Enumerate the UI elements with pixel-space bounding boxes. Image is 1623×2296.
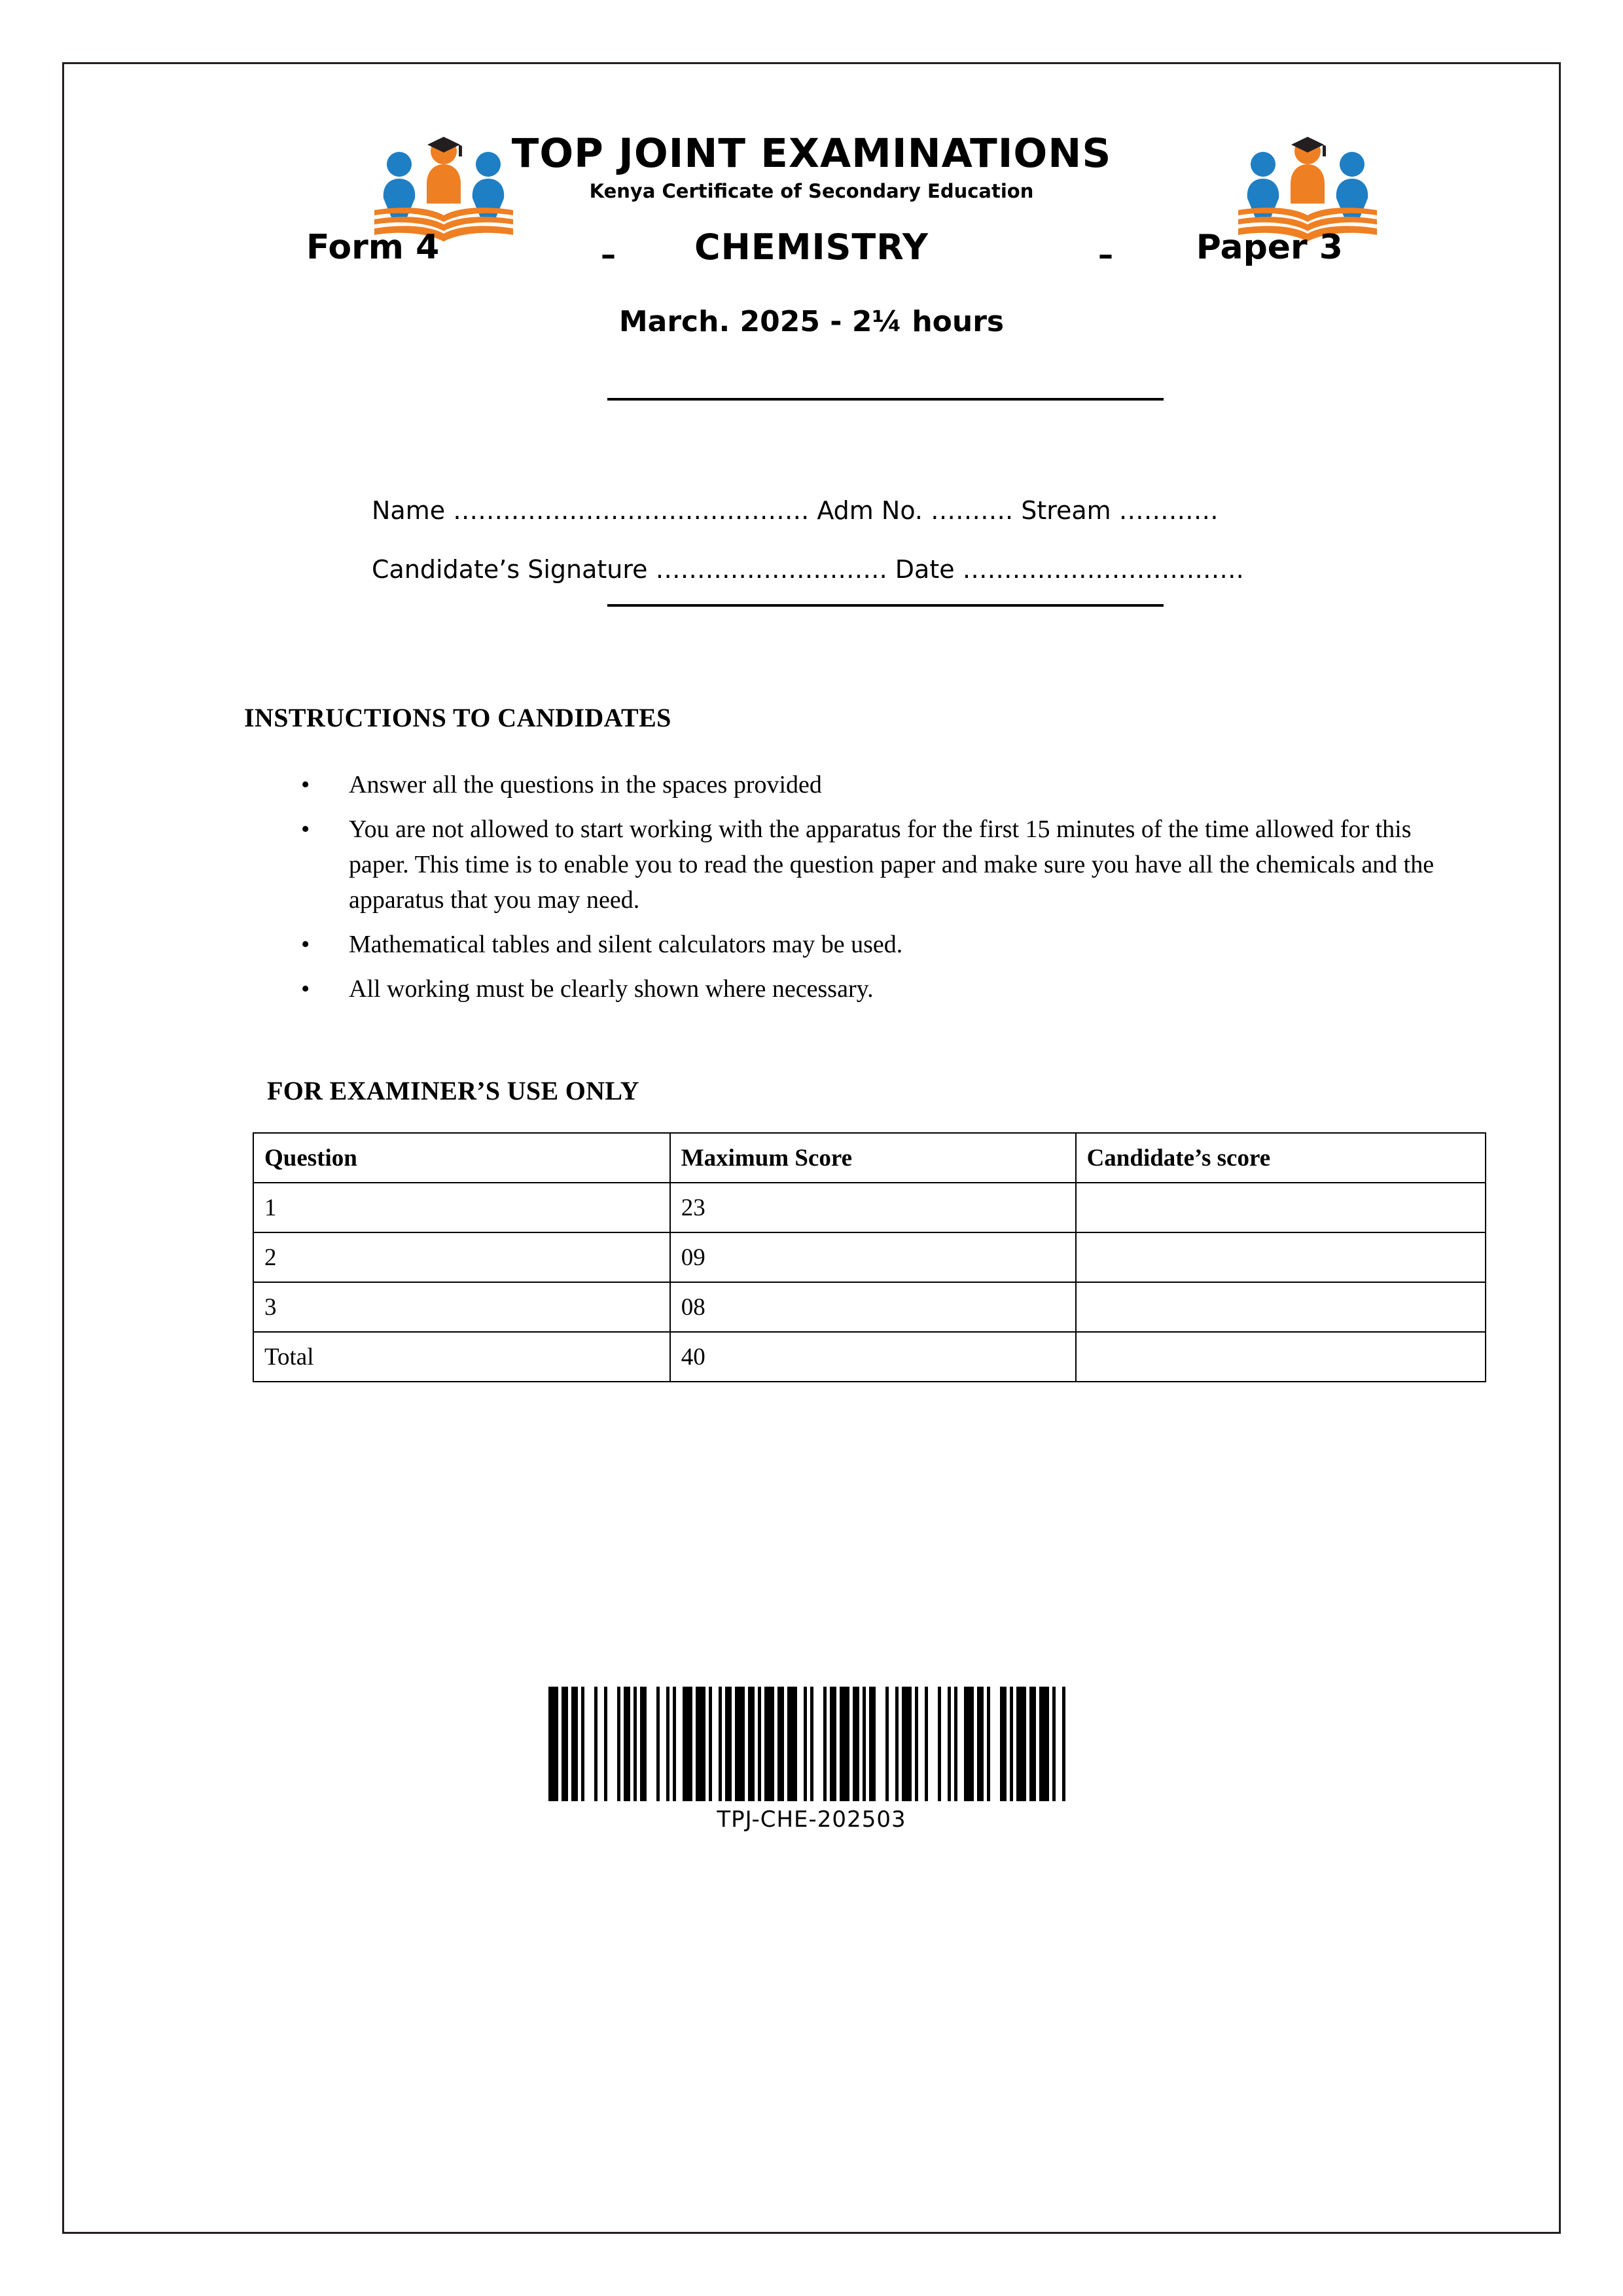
cell-max-score: 23	[670, 1183, 1076, 1232]
column-header-candidate-score: Candidate’s score	[1076, 1133, 1486, 1183]
column-header-maximum-score: Maximum Score	[670, 1133, 1076, 1183]
cell-candidate-score[interactable]	[1076, 1232, 1486, 1282]
list-item	[293, 972, 1471, 1007]
cell-question: 3	[253, 1282, 670, 1332]
bullet-icon: •	[301, 975, 310, 1003]
barcode-area	[64, 1681, 1559, 1833]
subject-title: CHEMISTRY	[694, 226, 929, 268]
cell-candidate-score[interactable]	[1076, 1183, 1486, 1232]
exam-subtitle: Kenya Certificate of Secondary Education	[589, 180, 1034, 203]
exam-datetime: March. 2025 - 2¼ hours	[618, 305, 1005, 338]
examiner-use-heading: FOR EXAMINER’S USE ONLY	[267, 1076, 639, 1105]
cell-question: 2	[253, 1232, 670, 1282]
list-item	[293, 812, 1471, 918]
divider-top	[607, 398, 1164, 401]
cell-max-score: 09	[670, 1232, 1076, 1282]
marks-table	[253, 1132, 1486, 1382]
table-header-row	[253, 1133, 1486, 1183]
cell-candidate-score[interactable]	[1076, 1282, 1486, 1332]
cell-max-score: 08	[670, 1282, 1076, 1332]
signature-field-line[interactable]: Candidate’s Signature ………………………. Date …………………………….	[372, 555, 1244, 584]
table-row	[253, 1232, 1486, 1282]
instruction-text: All working must be clearly shown where necessary.	[349, 975, 874, 1003]
instructions-heading: INSTRUCTIONS TO CANDIDATES	[244, 703, 671, 732]
cell-max-score-total: 40	[670, 1332, 1076, 1382]
instruction-text: You are not allowed to start working with the apparatus for the first 15 minutes of the time allowed for this paper. This time is to enable you to read the question paper and make sure you have all the chemicals and the apparatus that you may need.	[349, 815, 1435, 914]
barcode-image	[548, 1687, 1075, 1801]
column-header-question: Question	[253, 1133, 670, 1183]
exam-cover-page	[62, 62, 1561, 2234]
barcode-label: TPJ-CHE-202503	[717, 1806, 906, 1833]
table-row	[253, 1282, 1486, 1332]
bullet-icon: •	[301, 771, 310, 798]
name-field-line[interactable]: Name ……………………………………. Adm No. ………. Stream …………	[372, 496, 1219, 525]
cell-question: 1	[253, 1183, 670, 1232]
dash-right: –	[1098, 237, 1113, 272]
dash-left: –	[601, 237, 616, 272]
list-item	[293, 927, 1471, 963]
paper-title-row	[64, 208, 1559, 359]
instruction-text: Mathematical tables and silent calculators may be used.	[349, 930, 903, 958]
bullet-icon: •	[301, 930, 310, 958]
bullet-icon: •	[301, 815, 310, 843]
divider-bottom	[607, 604, 1164, 607]
cell-candidate-score-total[interactable]	[1076, 1332, 1486, 1382]
table-row	[253, 1332, 1486, 1382]
instructions-list	[293, 768, 1471, 1016]
paper-label: Paper 3	[1196, 228, 1343, 267]
instruction-text: Answer all the questions in the spaces provided	[349, 771, 822, 798]
table-row	[253, 1183, 1486, 1232]
cell-question-total: Total	[253, 1332, 670, 1382]
form-label: Form 4	[306, 228, 440, 267]
exam-title: TOP JOINT EXAMINATIONS	[511, 130, 1112, 177]
list-item	[293, 768, 1471, 803]
